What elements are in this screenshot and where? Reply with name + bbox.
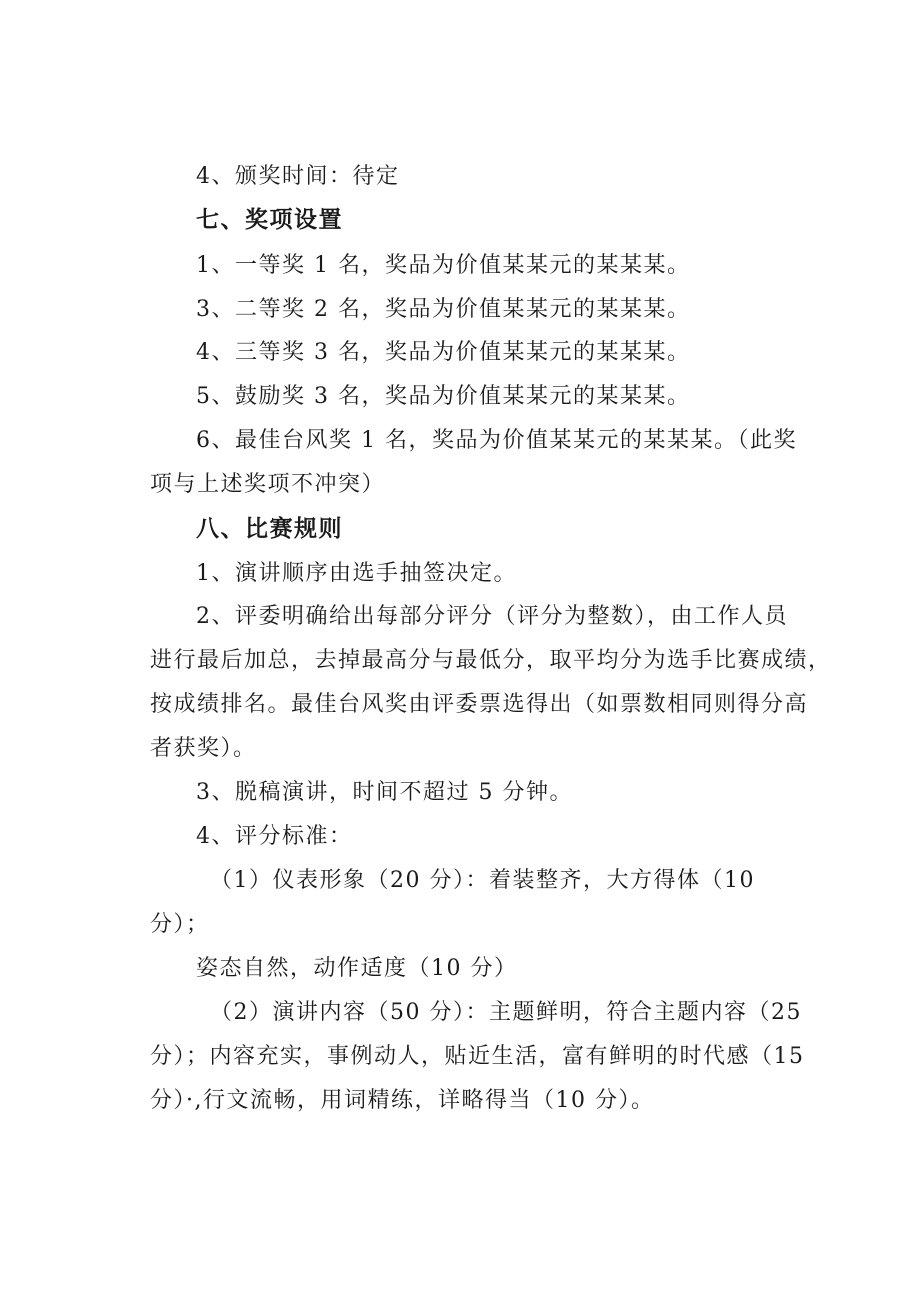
rule-3: 3、脱稿演讲，时间不超过 5 分钟。 xyxy=(196,780,573,805)
criterion-2-line-3: 分）·,行文流畅，用词精练，详略得当（10 分）。 xyxy=(150,1088,655,1113)
rule-2-line-3: 按成绩排名。最佳台风奖由评委票选得出（如票数相同则得分高 xyxy=(150,692,809,717)
section-heading-awards: 七、奖项设置 xyxy=(196,207,343,233)
award-item-5-line-1: 6、最佳台风奖 1 名，奖品为价值某某元的某某某。（此奖 xyxy=(196,428,797,453)
rule-1: 1、演讲顺序由选手抽签决定。 xyxy=(196,561,517,586)
rule-4: 4、评分标准： xyxy=(196,824,353,849)
section-heading-rules: 八、比赛规则 xyxy=(196,516,343,542)
criterion-1-line-1: （1）仪表形象（20 分）：着装整齐，大方得体（10 xyxy=(210,868,755,893)
criterion-1-line-2: 分）； xyxy=(150,912,210,937)
award-item-1: 1、一等奖 1 名，奖品为价值某某元的某某某。 xyxy=(196,253,691,278)
rule-2-line-2: 进行最后加总，去掉最高分与最低分，取平均分为选手比赛成绩， xyxy=(150,648,832,673)
criterion-2-line-1: （2）演讲内容（50 分）：主题鲜明，符合主题内容（25 xyxy=(210,1000,802,1025)
rule-2-line-4: 者获奖）。 xyxy=(150,736,257,761)
criterion-2-line-2: 分）；内容充实，事例动人，贴近生活，富有鲜明的时代感（15 xyxy=(150,1044,805,1069)
award-item-5-line-2: 项与上述奖项不冲突） xyxy=(150,472,386,497)
rule-2-line-1: 2、评委明确给出每部分评分（评分为整数），由工作人员 xyxy=(196,604,788,629)
award-item-4: 5、鼓励奖 3 名，奖品为价值某某元的某某某。 xyxy=(196,384,691,409)
award-time-line: 4、颁奖时间：待定 xyxy=(196,164,400,189)
award-item-2: 3、二等奖 2 名，奖品为价值某某元的某某某。 xyxy=(196,297,691,322)
criterion-1-line-3: 姿态自然，动作适度（10 分） xyxy=(196,956,518,981)
award-item-3: 4、三等奖 3 名，奖品为价值某某元的某某某。 xyxy=(196,340,691,365)
